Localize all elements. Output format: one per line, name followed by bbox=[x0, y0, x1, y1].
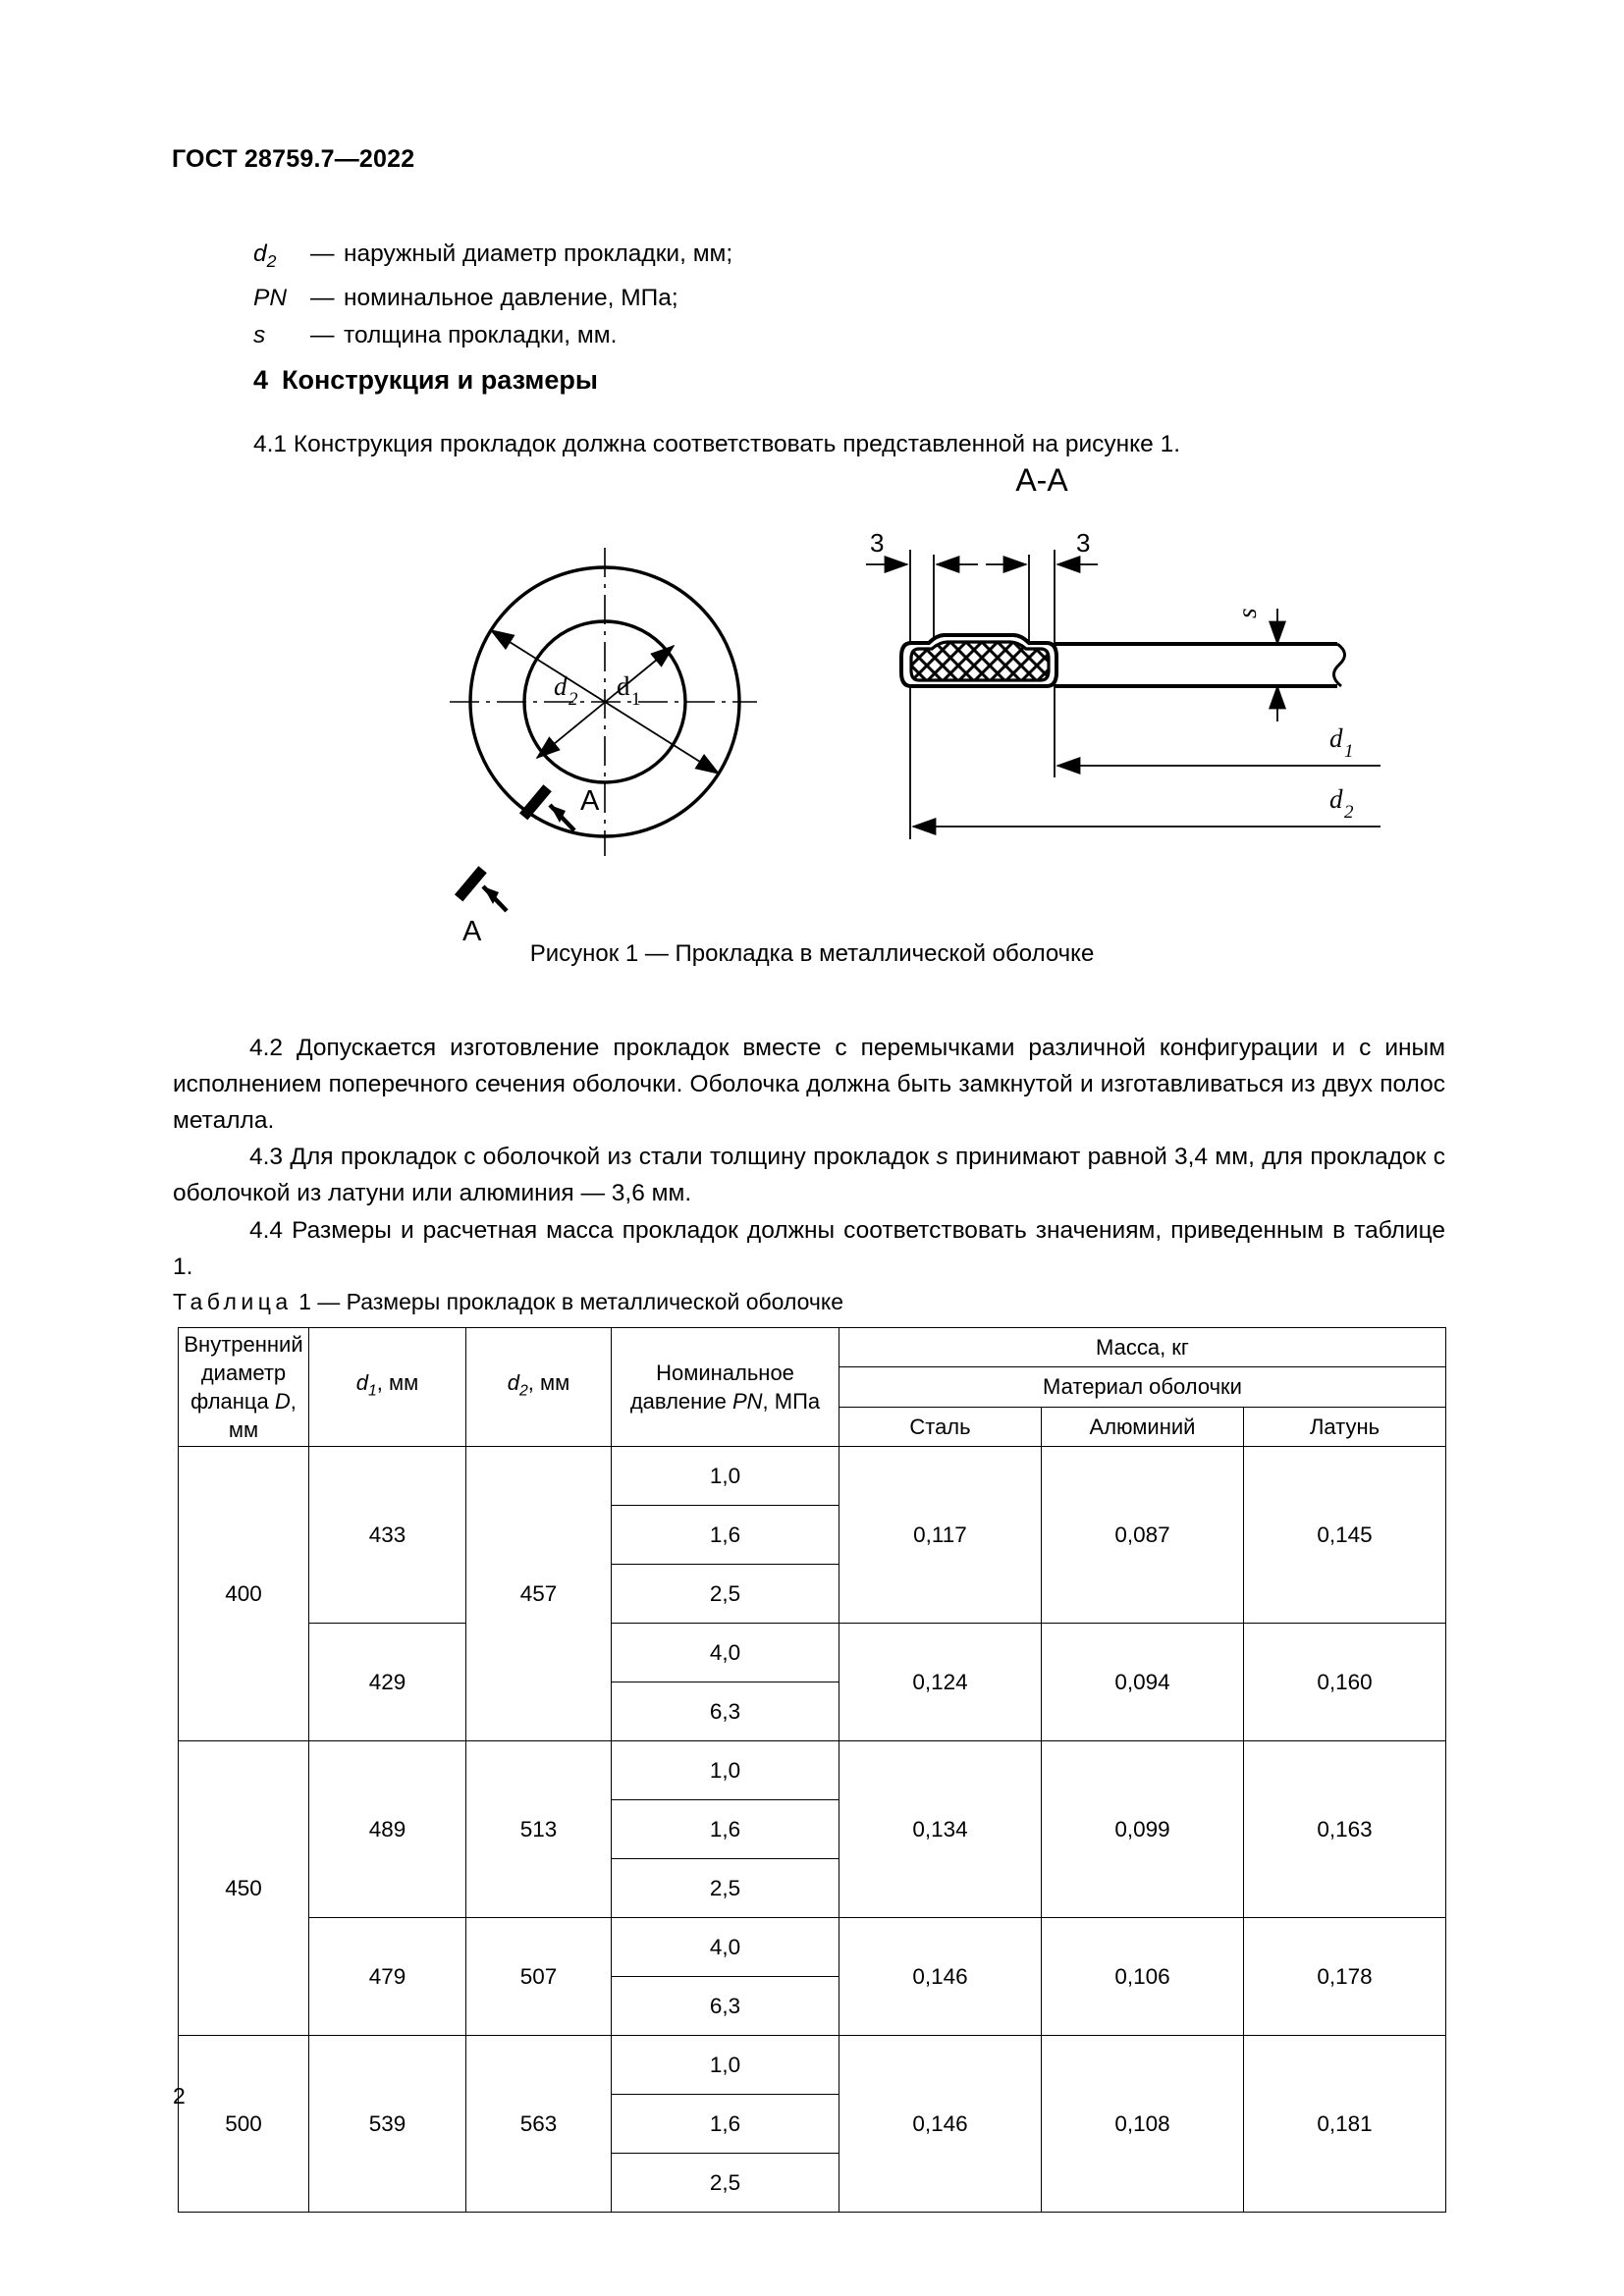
cell-mass-brass: 0,163 bbox=[1244, 1741, 1446, 1918]
cell-mass-steel: 0,146 bbox=[839, 1918, 1042, 2036]
cell-mass-brass: 0,160 bbox=[1244, 1624, 1446, 1741]
cell-d1: 429 bbox=[309, 1624, 466, 1741]
cell-d2: 507 bbox=[466, 1918, 612, 2036]
gasket-section-view bbox=[866, 462, 1380, 839]
gasket-plan-view bbox=[450, 548, 757, 947]
table-caption-number: 1 bbox=[298, 1289, 311, 1314]
table-row bbox=[179, 1624, 1446, 1682]
section-view-title: A-A bbox=[1015, 462, 1068, 498]
table-row bbox=[179, 1447, 1446, 1506]
figure-1-caption: Рисунок 1 — Прокладка в металлической оболочке bbox=[529, 940, 1095, 967]
paragraph-4-3-symbol: s bbox=[936, 1144, 948, 1170]
definition-symbol: PN bbox=[253, 284, 288, 311]
cell-nominal-pressure: 1,6 bbox=[612, 2095, 839, 2154]
table-caption-word: Таблица bbox=[173, 1289, 293, 1314]
cell-d1: 539 bbox=[309, 2036, 466, 2213]
cell-mass-aluminium: 0,099 bbox=[1042, 1741, 1244, 1918]
cell-mass-steel: 0,117 bbox=[839, 1447, 1042, 1624]
definition-symbol: $d_2$ bbox=[253, 240, 277, 271]
definition-row bbox=[253, 317, 1333, 354]
header-d1: $d_1$, мм bbox=[309, 1328, 466, 1447]
cell-nominal-pressure: 1,6 bbox=[612, 1506, 839, 1565]
cell-flange-diameter: 500 bbox=[179, 2036, 309, 2213]
svg-text:A: A bbox=[580, 785, 600, 817]
dim-3-right: 3 bbox=[1076, 528, 1091, 558]
cell-nominal-pressure: 4,0 bbox=[612, 1918, 839, 1977]
table-caption-rest: — Размеры прокладок в металлической оболочке bbox=[317, 1289, 844, 1314]
cell-mass-steel: 0,134 bbox=[839, 1741, 1042, 1918]
page-number: 2 bbox=[173, 2083, 186, 2109]
paragraph-4-3 bbox=[173, 1139, 1445, 1211]
cell-nominal-pressure: 1,0 bbox=[612, 1741, 839, 1800]
cell-nominal-pressure: 1,0 bbox=[612, 2036, 839, 2095]
cell-mass-aluminium: 0,108 bbox=[1042, 2036, 1244, 2213]
cell-nominal-pressure: 2,5 bbox=[612, 1565, 839, 1624]
cell-nominal-pressure: 2,5 bbox=[612, 2154, 839, 2213]
cell-mass-brass: 0,145 bbox=[1244, 1447, 1446, 1624]
cell-mass-brass: 0,178 bbox=[1244, 1918, 1446, 2036]
cell-mass-steel: 0,124 bbox=[839, 1624, 1042, 1741]
section-heading bbox=[253, 365, 598, 396]
table-row bbox=[179, 1918, 1446, 1977]
header-material-steel: Сталь bbox=[839, 1407, 1042, 1446]
table-1-body bbox=[179, 1447, 1446, 2213]
cell-d2: 513 bbox=[466, 1741, 612, 1918]
header-material-brass: Латунь bbox=[1244, 1407, 1446, 1446]
cell-mass-brass: 0,181 bbox=[1244, 2036, 1446, 2213]
cell-d1: 489 bbox=[309, 1741, 466, 1918]
definition-dash: — bbox=[310, 284, 335, 311]
paragraph-4-3-part1: 4.3 Для прокладок с оболочкой из стали толщину прокладок bbox=[249, 1144, 937, 1170]
cell-nominal-pressure: 6,3 bbox=[612, 1682, 839, 1741]
header-d2: $d_2$, мм bbox=[466, 1328, 612, 1447]
label-s: s bbox=[1232, 608, 1262, 618]
table-1-gasket-dimensions bbox=[178, 1327, 1446, 2213]
cell-mass-aluminium: 0,087 bbox=[1042, 1447, 1244, 1624]
cell-nominal-pressure: 1,0 bbox=[612, 1447, 839, 1506]
table-header-row-1 bbox=[179, 1328, 1446, 1367]
cell-d2: 563 bbox=[466, 2036, 612, 2213]
cell-d1: 479 bbox=[309, 1918, 466, 2036]
header-mass-group: Масса, кг bbox=[839, 1328, 1446, 1367]
dim-3-left: 3 bbox=[870, 528, 885, 558]
cell-nominal-pressure: 4,0 bbox=[612, 1624, 839, 1682]
svg-text:2: 2 bbox=[568, 689, 578, 710]
definition-text: наружный диаметр прокладки, мм; bbox=[344, 240, 733, 267]
svg-text:2: 2 bbox=[1344, 802, 1354, 823]
table-1-caption bbox=[173, 1289, 843, 1315]
paragraph-4-2: 4.2 Допускается изготовление прокладок вместе с перемычками различной конфигурации и с иным исполнением поперечного сечения оболочки. Оболочка должна быть замкнутой и изготавливаться из двух полос металла. bbox=[173, 1035, 1445, 1134]
definition-text: номинальное давление, МПа; bbox=[344, 284, 678, 311]
cell-d1: 433 bbox=[309, 1447, 466, 1624]
cell-mass-steel: 0,146 bbox=[839, 2036, 1042, 2213]
figure-1-drawing bbox=[173, 461, 1449, 952]
svg-text:1: 1 bbox=[631, 689, 641, 710]
cell-nominal-pressure: 6,3 bbox=[612, 1977, 839, 2036]
header-flange-diameter: Внутренний диаметр фланца D, мм bbox=[179, 1328, 309, 1447]
cell-d2: 457 bbox=[466, 1447, 612, 1741]
definition-row bbox=[253, 236, 1333, 280]
section-number: 4 bbox=[253, 365, 269, 395]
cell-nominal-pressure: 2,5 bbox=[612, 1859, 839, 1918]
paragraph-4-3-part2: принимают равной 3,4 мм, для прокладок с оболочкой из латуни или алюминия — 3,6 мм. bbox=[173, 1144, 1445, 1206]
paragraph-4-4: 4.4 Размеры и расчетная масса прокладок должны соответствовать значениям, приведенным в таблице 1. bbox=[173, 1217, 1445, 1280]
cell-mass-aluminium: 0,106 bbox=[1042, 1918, 1244, 2036]
label-d1: d bbox=[617, 671, 630, 701]
table-row bbox=[179, 2036, 1446, 2095]
cell-flange-diameter: 400 bbox=[179, 1447, 309, 1741]
cell-nominal-pressure: 1,6 bbox=[612, 1800, 839, 1859]
cell-flange-diameter: 450 bbox=[179, 1741, 309, 2036]
section-title: Конструкция и размеры bbox=[282, 365, 598, 395]
label-d2: d bbox=[554, 671, 568, 701]
header-material-group: Материал оболочки bbox=[839, 1367, 1446, 1407]
definition-row bbox=[253, 280, 1333, 317]
paragraph-4-1: 4.1 Конструкция прокладок должна соответствовать представленной на рисунке 1. bbox=[253, 431, 1181, 457]
symbol-definition-list bbox=[253, 236, 1333, 354]
definition-dash: — bbox=[310, 240, 335, 267]
label-d2-section: d bbox=[1329, 784, 1343, 814]
table-1-wrapper bbox=[178, 1327, 1445, 2213]
svg-text:A: A bbox=[462, 916, 482, 947]
label-d1-section: d bbox=[1329, 723, 1343, 753]
section-marker-a-inner bbox=[519, 784, 600, 830]
definition-text: толщина прокладки, мм. bbox=[344, 321, 618, 348]
document-header-standard-id: ГОСТ 28759.7—2022 bbox=[172, 145, 415, 173]
svg-text:1: 1 bbox=[1344, 741, 1354, 762]
definition-symbol: s bbox=[253, 321, 266, 348]
definition-dash: — bbox=[310, 321, 335, 348]
table-row bbox=[179, 1741, 1446, 1800]
section-marker-a-outer bbox=[455, 866, 507, 947]
header-material-aluminium: Алюминий bbox=[1042, 1407, 1244, 1446]
cell-mass-aluminium: 0,094 bbox=[1042, 1624, 1244, 1741]
header-nominal-pressure: Номинальное давление PN, МПа bbox=[612, 1328, 839, 1447]
